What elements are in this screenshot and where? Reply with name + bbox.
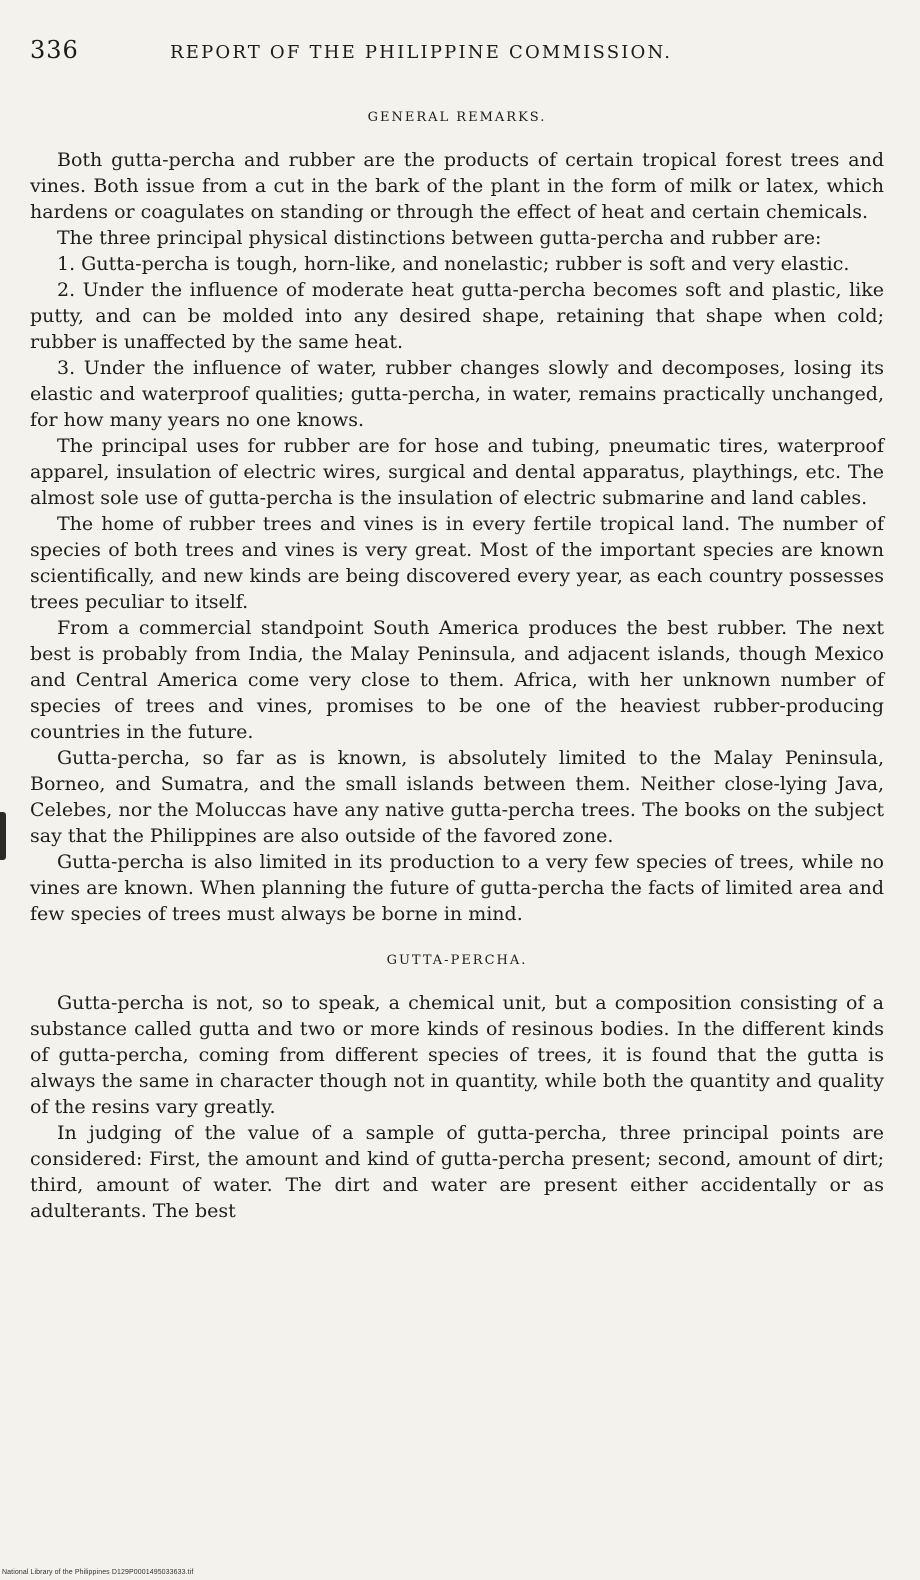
page-number: 336 <box>30 36 79 64</box>
section-heading-general-remarks: GENERAL REMARKS. <box>367 110 547 125</box>
paragraph: In judging of the value of a sample of gutta-percha, three principal points are considered: First, the amount and kind of gutta-percha present; second, amount of dirt; third, amount of water. The dirt and water are present either accidentally or as adulterants. The best <box>30 1122 884 1222</box>
paragraph: The home of rubber trees and vines is in every fertile tropical land. The number of species of both trees and vines is very great. Most of the important species are known scientifically, and new kinds are being discovered every year, as each country possesses trees peculiar to itself. <box>30 513 884 613</box>
paragraph: The three principal physical distinctions between gutta-percha and rubber are: <box>57 227 822 249</box>
section-heading-gutta-percha: GUTTA-PERCHA. <box>386 953 528 968</box>
list-item: 2. Under the influence of moderate heat gutta-percha becomes soft and plastic, like putty, and can be molded into any desired shape, retaining that shape when cold; rubber is unaffected by the same heat. <box>30 279 884 353</box>
paragraph: Gutta-percha is not, so to speak, a chemical unit, but a composition consisting of a substance called gutta and two or more kinds of resinous bodies. In the different kinds of gutta-percha, coming from different species of trees, it is found that the gutta is always the same in character though not in quantity, while both the quantity and quality of the resins vary greatly. <box>30 992 884 1118</box>
binding-edge-mark <box>0 812 6 860</box>
paragraph: The principal uses for rubber are for hose and tubing, pneumatic tires, waterproof apparel, insulation of electric wires, surgical and dental apparatus, playthings, etc. The almost sole use of gutta-percha is the insulation of electric submarine and land cables. <box>30 435 884 509</box>
running-head <box>30 36 884 76</box>
paragraph: Gutta-percha, so far as is known, is absolutely limited to the Malay Peninsula, Borneo, and Sumatra, and the small islands between them. Neither close-lying Java, Celebes, nor the Moluccas have any native gutta-percha trees. The books on the subject say that the Philippines are also outside of the favored zone. <box>30 747 884 847</box>
list-item: 3. Under the influence of water, rubber changes slowly and decomposes, losing its elastic and waterproof qualities; gutta-percha, in water, remains practically unchanged, for how many years no one knows. <box>30 357 884 431</box>
list-item: 1. Gutta-percha is tough, horn-like, and nonelastic; rubber is soft and very elastic. <box>57 253 850 275</box>
running-title: REPORT OF THE PHILIPPINE COMMISSION. <box>170 42 673 63</box>
paragraph: Gutta-percha is also limited in its production to a very few species of trees, while no vines are known. When planning the future of gutta-percha the facts of limited area and few species of trees must always be borne in mind. <box>30 851 884 925</box>
scan-credit-footer: National Library of the Philippines D129P0001495033633.tif <box>2 1569 194 1576</box>
paragraph: From a commercial standpoint South America produces the best rubber. The next best is probably from India, the Malay Peninsula, and adjacent islands, though Mexico and Central America come very close to them. Africa, with her unknown number of species of trees and vines, promises to be one of the heaviest rubber-producing countries in the future. <box>30 617 884 743</box>
paragraph: Both gutta-percha and rubber are the products of certain tropical forest trees and vines. Both issue from a cut in the bark of the plant in the form of milk or latex, which hardens or coagulates on standing or through the effect of heat and certain chemicals. <box>30 149 884 223</box>
